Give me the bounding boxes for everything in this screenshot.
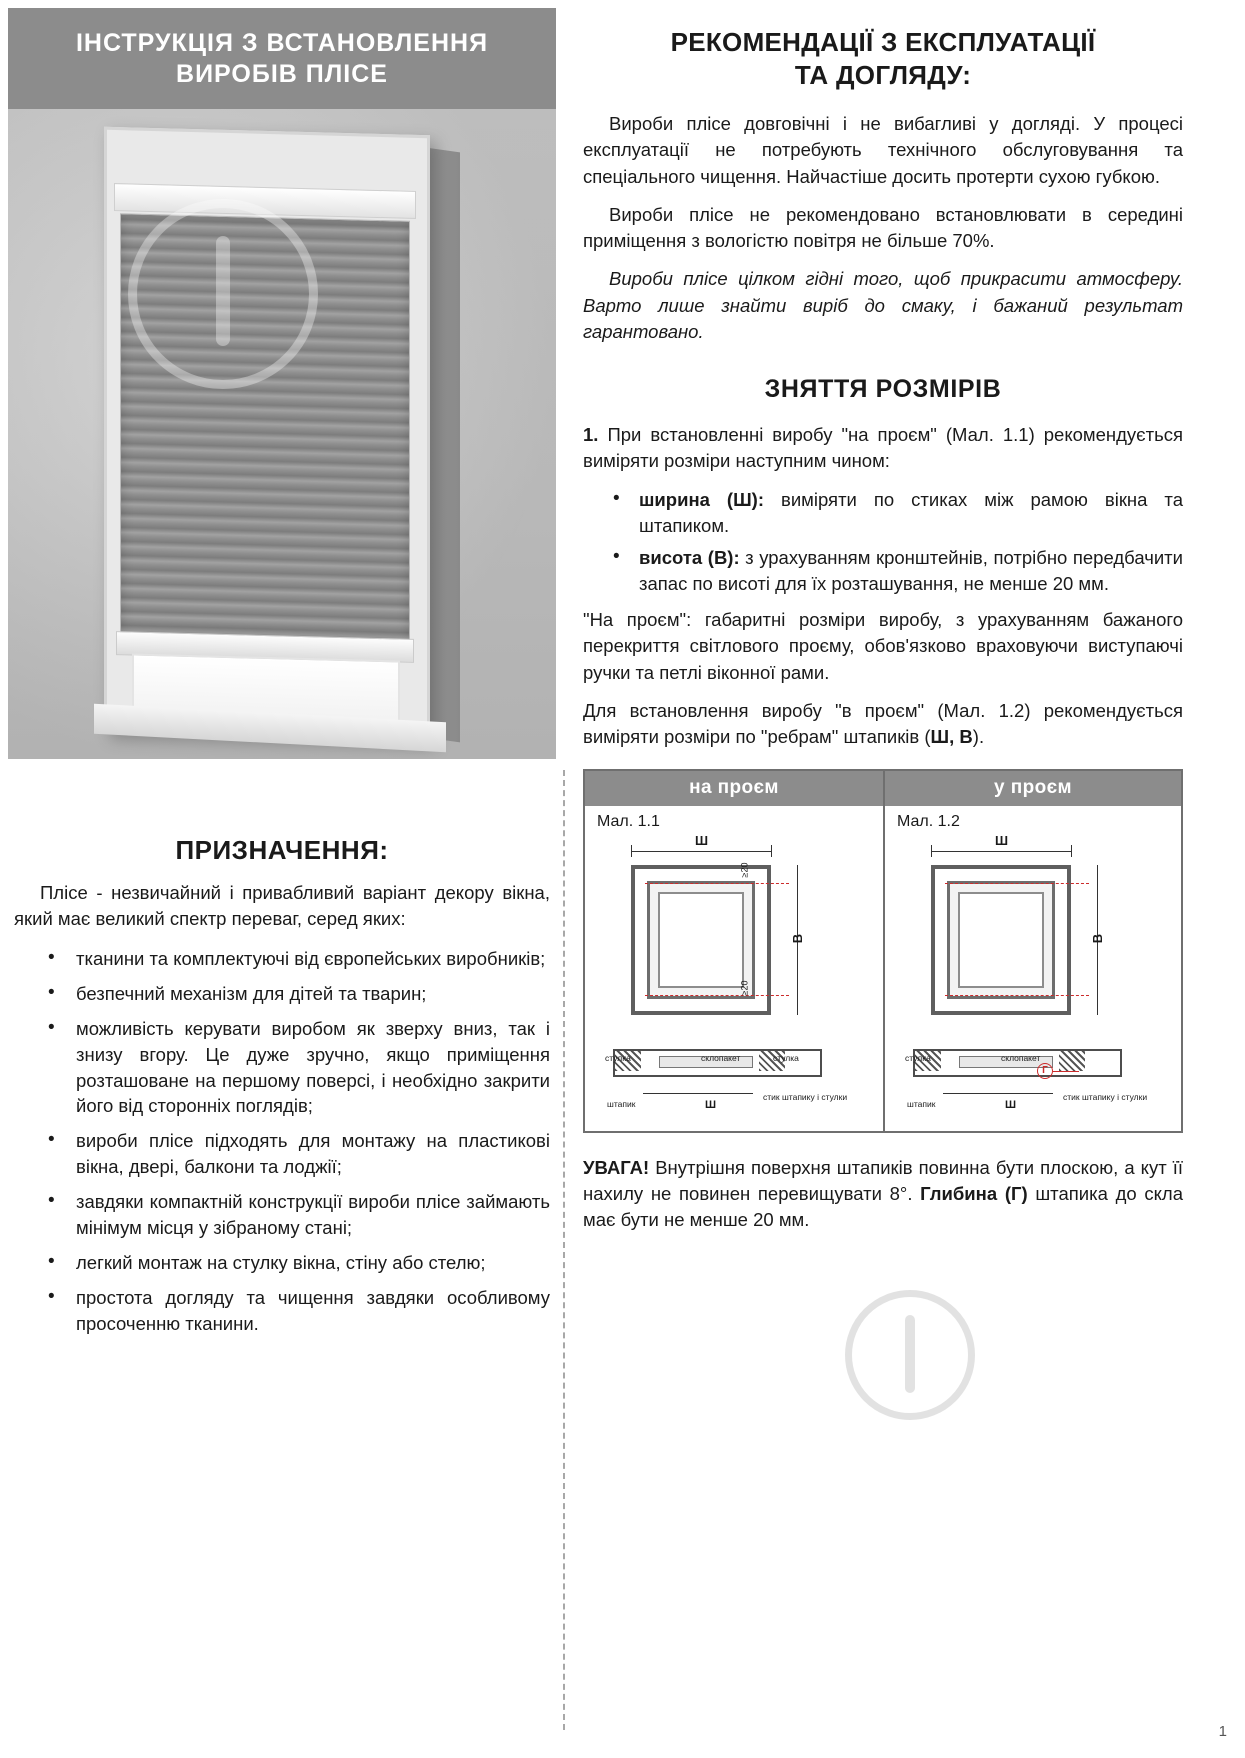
purpose-intro: Пліcе - незвичайний і привабливий варіант декору вікна, який має великий спектр переваг, серед яких: xyxy=(14,881,550,929)
depth-marker-icon: Г xyxy=(1037,1063,1053,1079)
purpose-section xyxy=(8,835,556,1337)
height-dimension-label: В xyxy=(790,933,806,943)
width-text: виміряти по стиках між рамою вікна та штапиком. xyxy=(639,488,1183,536)
window-section-diagram xyxy=(613,1039,818,1087)
bottom-offset-line xyxy=(645,995,789,996)
width-tick-left xyxy=(931,845,932,857)
figure-label-1-1: Мал. 1.1 xyxy=(597,812,660,830)
list-item: • можливість керувати виробом як зверху вниз, так і знизу вгору. Це дуже зручно, якщо приміщення розташоване на першому поверсі, і необхідно закрити його від сторонніх поглядів; xyxy=(14,1016,550,1120)
care-title-line-1: РЕКОМЕНДАЦІЇ З ЕКСПЛУАТАЦІЇ xyxy=(670,27,1096,57)
window-schematic xyxy=(631,865,771,1015)
width-dimension-line xyxy=(931,851,1071,852)
figure-body-1-1 xyxy=(585,831,883,1131)
care-paragraph-3: Вироби пліcе цілком гідні того, щоб прикрасити атмосферу. Варто лише знайти виріб до смаку, і бажаний результат гарантовано. xyxy=(583,268,1183,342)
column-divider xyxy=(563,770,565,1730)
measurement-para-a: "На проєм": габаритні розміри виробу, з урахуванням бажаного перекриття світлового проєму, обов'язково враховуючи виступаючі ручки та петлі віконної рами. xyxy=(583,609,1183,683)
width-dimension-label: Ш xyxy=(695,832,709,848)
warning-label: УВАГА! xyxy=(583,1156,650,1178)
section-label-width: Ш xyxy=(1005,1098,1017,1111)
section-label-sklopaket: склопакет xyxy=(1001,1052,1041,1063)
section-label-stulka-left: стулка xyxy=(605,1052,631,1063)
section-width-line xyxy=(943,1093,1053,1094)
figure-head-u-proem: у проєм xyxy=(885,771,1181,806)
figure-table xyxy=(583,769,1183,1133)
section-label-styk: стик штапику і стулки xyxy=(1063,1091,1148,1102)
care-paragraph-2: Вироби пліcе не рекомендовано встановлювати в середині приміщення з вологістю повітря не більше 70%. xyxy=(583,203,1183,252)
measurement-para-b-post: ). xyxy=(972,726,985,748)
depth-label: Глибина (Г) xyxy=(920,1182,1028,1204)
warning-note xyxy=(583,1155,1183,1234)
depth-arrow-icon xyxy=(1053,1071,1079,1072)
measurement-intro xyxy=(583,422,1183,475)
section-label-stulka-right: стулка xyxy=(773,1052,799,1063)
section-label-styk: стик штапику і стулки xyxy=(763,1091,848,1102)
section-label-sklopaket: склопакет xyxy=(701,1052,741,1063)
section-label-shtapik: штапик xyxy=(607,1098,636,1109)
window-schematic-glass xyxy=(958,892,1044,988)
window-schematic-sash xyxy=(947,881,1055,999)
purpose-bullet-list xyxy=(14,946,550,1337)
height-text: з урахуванням кронштейнів, потрібно передбачити запас по висоті для їх розташування, не менше 20 мм. xyxy=(639,547,1183,595)
care-title xyxy=(583,26,1183,91)
top-offset-label: ≥20 xyxy=(739,862,750,878)
width-tick-right xyxy=(1071,845,1072,857)
section-label-width: Ш xyxy=(705,1098,717,1111)
width-label: ширина (Ш): xyxy=(639,488,764,510)
width-dimension-label: Ш xyxy=(995,832,1009,848)
list-item: • вироби пліcе підходять для монтажу на пластикові вікна, двері, балкони та лоджії; xyxy=(14,1128,550,1180)
warning-text-1: Внутрішня поверхня штапиків повинна бути плоскою, а кут її нахилу не повинен перевищувати 8°. xyxy=(583,1156,1183,1204)
measurement-intro-number: 1. xyxy=(583,424,599,446)
figure-body-1-2 xyxy=(885,831,1181,1131)
measurement-bullets xyxy=(583,487,1183,598)
figure-cell-u-proem xyxy=(883,771,1181,1131)
bottom-offset-line xyxy=(945,995,1089,996)
list-item: • завдяки компактній конструкції вироби пліcе займають мінімум місця у зібраному стані; xyxy=(14,1189,550,1241)
care-title-line-2: ТА ДОГЛЯДУ: xyxy=(794,59,972,90)
width-tick-right xyxy=(771,845,772,857)
measurement-para-b xyxy=(583,698,1183,751)
window-schematic-glass xyxy=(658,892,744,988)
banner-line-2: ВИРОБІВ ПЛІСЕ xyxy=(176,60,388,89)
top-offset-line xyxy=(645,883,789,884)
width-tick-left xyxy=(631,845,632,857)
care-paragraph-1: Вироби пліcе довговічні і не вибагливі у догляді. У процесі експлуатації не потребують технічного обслуговування та спеціального чищення. Найчастіше досить протерти сухою губкою. xyxy=(583,113,1183,187)
section-label-shtapik: штапик xyxy=(907,1098,936,1109)
list-item xyxy=(583,487,1183,539)
figure-label-1-2: Мал. 1.2 xyxy=(897,812,960,830)
measurement-title: ЗНЯТТЯ РОЗМІРІВ xyxy=(764,375,1002,404)
list-item: • простота догляду та чищення завдяки особливому просоченню тканини. xyxy=(14,1285,550,1337)
measurement-para-b-pre: Для встановлення виробу "в проєм" (Мал. 1.2) рекомендується виміряти розміри по "ребрам" штапиків ( xyxy=(583,700,1183,748)
list-item: • тканини та комплектуючі від європейських виробників; xyxy=(14,946,550,972)
width-dimension-line xyxy=(631,851,771,852)
right-column xyxy=(583,8,1183,1750)
left-column xyxy=(8,8,556,1750)
measurement-para-b-bold: Ш, В xyxy=(930,726,973,748)
header-banner xyxy=(8,8,556,109)
figure-head-na-proem: на проєм xyxy=(585,771,883,806)
list-item: • легкий монтаж на стулку вікна, стіну або стелю; xyxy=(14,1250,550,1276)
list-item: • безпечний механізм для дітей та тварин; xyxy=(14,981,550,1007)
watermark-icon xyxy=(128,199,318,389)
page-number: 1 xyxy=(1218,1723,1227,1740)
measurement-intro-text: При встановленні виробу "на проєм" (Мал. 1.1) рекомендується виміряти розміри наступним чином: xyxy=(583,424,1183,472)
bottom-offset-label: ≥20 xyxy=(739,980,750,996)
purpose-title: ПРИЗНАЧЕННЯ: xyxy=(175,834,389,865)
banner-line-1: ІНСТРУКЦІЯ З ВСТАНОВЛЕННЯ xyxy=(75,29,489,57)
section-width-line xyxy=(643,1093,753,1094)
window-schematic xyxy=(931,865,1071,1015)
section-label-stulka-left: стулка xyxy=(905,1052,931,1063)
section-hatch-right xyxy=(1059,1051,1085,1071)
figure-cell-na-proem xyxy=(585,771,883,1131)
product-photo xyxy=(8,109,556,759)
window-section-diagram xyxy=(913,1039,1118,1087)
top-offset-line xyxy=(945,883,1089,884)
list-item xyxy=(583,545,1183,597)
height-dimension-label: В xyxy=(1090,933,1106,943)
warning-text-2: штапика до скла має бути не менше 20 мм. xyxy=(583,1182,1183,1231)
height-label: висота (В): xyxy=(639,547,740,569)
